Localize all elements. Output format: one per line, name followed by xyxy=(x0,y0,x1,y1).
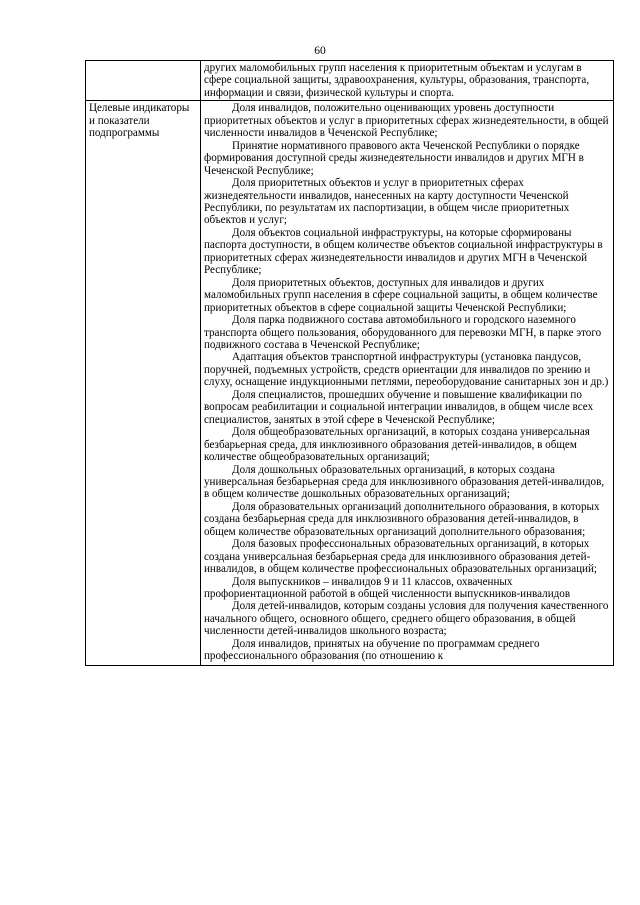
indicator-item: Доля специалистов, прошедших обучение и повышение квалификации по вопросам реабилитации и социальной интеграции инвалидов, в общем числе всех специалистов, занятых в этой сфере в Чеченской Республике; xyxy=(204,388,594,426)
empty-label-cell xyxy=(86,61,201,101)
indicators-cell xyxy=(201,101,614,665)
indicator-item: Доля общеобразовательных организаций, в которых создана универсальная безбарьерная среда, для инклюзивного образования детей-инвалидов, в общем количестве общеобразовательных организаций; xyxy=(204,426,590,464)
indicator-item: Доля детей-инвалидов, которым созданы условия для получения качественного начального общего, основного общего, среднего общего образования, в общей численности детей-инвалидов школьного возраста; xyxy=(204,600,609,638)
indicator-item: Доля образовательных организаций дополнительного образования, в которых создана безбарьерная среда для инклюзивного образования детей-инвалидов, в общем количестве образовательных организаций дополнительного образования; xyxy=(204,500,600,538)
section-label: Целевые индикаторы и показатели подпрограммы xyxy=(89,102,190,140)
indicator-item: Адаптация объектов транспортной инфраструктуры (установка пандусов, поручней, подъемных устройств, средств ориентации для инвалидов по зрению и слуху, оснащение индукционными петлями, переоборудование санитарных зон и др.) xyxy=(204,351,609,389)
indicator-item: Доля объектов социальной инфраструктуры, на которые сформированы паспорта доступности, в общем количестве объектов социальной инфраструктуры в приоритетных сферах жизнедеятельности инвалидов и других МГН в Чеченской Республике; xyxy=(204,226,603,277)
page-number: 60 xyxy=(314,45,326,57)
indicator-item: Доля инвалидов, положительно оценивающих уровень доступности приоритетных объектов и услуг в приоритетных сферах жизнедеятельности, в общей численности инвалидов в Чеченской Республике; xyxy=(204,102,609,140)
section-label-cell xyxy=(86,101,201,665)
indicator-item: Доля выпускников – инвалидов 9 и 11 классов, охваченных профориентационной работой в общей численности выпускников-инвалидов xyxy=(204,575,571,601)
indicator-item: Доля приоритетных объектов и услуг в приоритетных сферах жизнедеятельности инвалидов, нанесенных на карту доступности Чеченской Республики, по результатам их паспортизации, в общем числе приоритетных объектов и услуг; xyxy=(204,177,570,227)
indicator-item: Доля дошкольных образовательных организаций, в которых создана универсальная безбарьерная среда для инклюзивного образования детей-инвалидов, в общем количестве дошкольных образовательных организаций; xyxy=(204,463,605,501)
continuation-text: других маломобильных групп населения к приоритетным объектам и услугам в сфере социальной защиты, здравоохранения, культуры, образования, транспорта, информации и связи, физической культуры и спорта. xyxy=(204,62,590,99)
indicator-item: Доля парка подвижного состава автомобильного и городского наземного транспорта общего пользования, оборудованного для перевозки МГН, в парке этого подвижного состава в Чеченской Республике; xyxy=(204,314,602,351)
indicator-item: Принятие нормативного правового акта Чеченской Республики о порядке формирования доступной среды жизнедеятельности инвалидов и других МГН в Чеченской Республике; xyxy=(204,139,584,177)
indicator-item: Доля базовых профессиональных образовательных организаций, в которых создана универсальная безбарьерная среда для инклюзивного образования детей-инвалидов, в общем количестве профессиональных образовательных организаций; xyxy=(204,538,598,576)
indicator-item: Доля приоритетных объектов, доступных для инвалидов и других маломобильных групп населения в сфере социальной защиты, в общем количестве приоритетных объектов в сфере социальной защиты Чеченской Республики; xyxy=(204,276,598,314)
continuation-cell xyxy=(201,61,614,101)
subprogram-passport-table xyxy=(85,60,614,666)
indicator-item: Доля инвалидов, принятых на обучение по программам среднего профессионального образования (по отношению к xyxy=(204,637,540,663)
table-row-continuation xyxy=(86,61,614,101)
table-row-indicators xyxy=(86,101,614,665)
